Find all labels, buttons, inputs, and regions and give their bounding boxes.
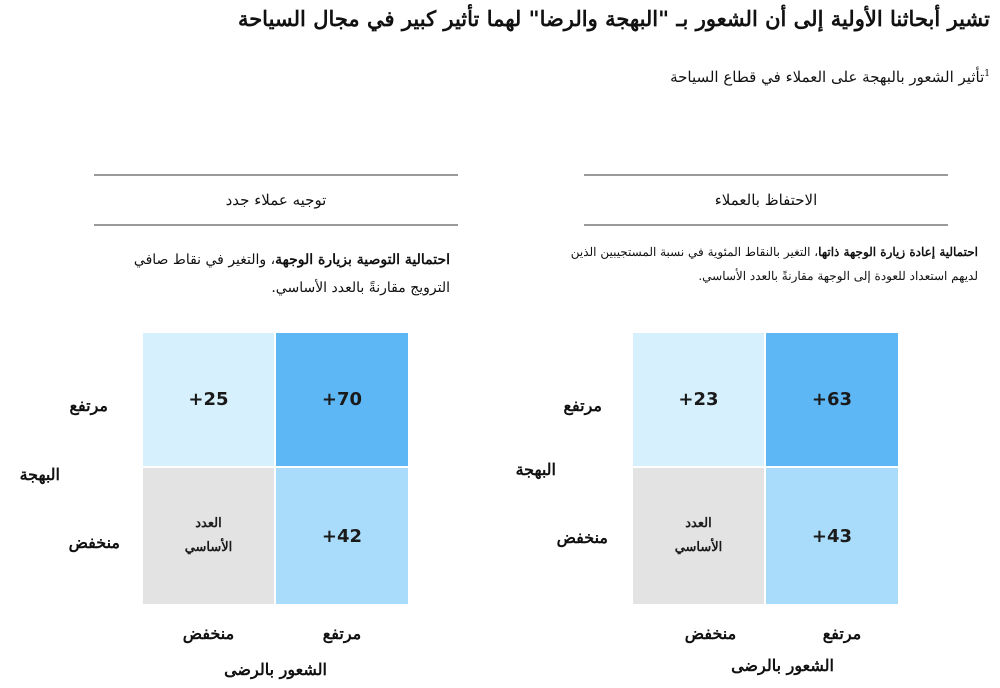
- description-rest: ، التغير بالنقاط المئوية في نسبة المستجيبين الذين لديهم استعداد للعودة إلى الوجهة مقارنةً بالعدد الأساسي.: [570, 245, 978, 283]
- footnote-marker: 1: [984, 69, 990, 79]
- x-tick-label-high: مرتفع: [822, 624, 862, 643]
- y-tick-label-high: مرتفع: [69, 396, 108, 415]
- description-rest: ، والتغير في نقاط صافي الترويج مقارنةً بالعدد الأساسي.: [133, 252, 450, 296]
- heatmap-cell-baseline: [143, 468, 274, 604]
- panel-description-new-customers: [110, 246, 450, 302]
- heatmap-cell-joy-high-satisfaction-low: +23: [633, 333, 764, 466]
- description-bold: احتمالية التوصية بزيارة الوجهة: [275, 252, 450, 268]
- panel-description-retention: [560, 240, 978, 288]
- y-tick-label-low: منخفض: [556, 528, 608, 547]
- subtitle-text: تأثير الشعور بالبهجة على العملاء في قطاع السياحة: [670, 68, 985, 86]
- x-tick-label-low: منخفض: [182, 624, 235, 643]
- baseline-label-line1: العدد: [195, 516, 222, 531]
- heatmap-cell-joy-high-satisfaction-low: +25: [143, 333, 274, 466]
- description-bold: احتمالية إعادة زيارة الوجهة ذاتها: [818, 245, 978, 259]
- x-tick-label-high: مرتفع: [322, 624, 362, 643]
- panel-title-retention: الاحتفاظ بالعملاء: [584, 174, 948, 226]
- x-tick-label-low: منخفض: [684, 624, 737, 643]
- heatmap-cell-joy-low-satisfaction-high: +43: [766, 468, 898, 604]
- heatmap-cell-joy-high-satisfaction-high: +70: [276, 333, 408, 466]
- heatmap-cell-joy-low-satisfaction-high: +42: [276, 468, 408, 604]
- panel-title-new-customers: توجيه عملاء جدد: [94, 174, 458, 226]
- y-tick-label-low: منخفض: [68, 533, 120, 552]
- x-axis-title: الشعور بالرضى: [731, 656, 834, 675]
- y-axis-title: البهجة: [515, 460, 556, 479]
- heatmap-cell-joy-high-satisfaction-high: +63: [766, 333, 898, 466]
- y-axis-title: البهجة: [19, 465, 60, 484]
- page-title: تشير أبحاثنا الأولية إلى أن الشعور بـ "البهجة والرضا" لهما تأثير كبير في مجال السياحة: [237, 6, 990, 31]
- baseline-label-line2: الأساسي: [674, 540, 723, 555]
- baseline-label-line1: العدد: [685, 516, 712, 531]
- baseline-label-line2: الأساسي: [184, 540, 233, 555]
- heatmap-cell-baseline: [633, 468, 764, 604]
- y-tick-label-high: مرتفع: [563, 396, 602, 415]
- x-axis-title: الشعور بالرضى: [224, 660, 327, 679]
- page-subtitle: [390, 62, 990, 89]
